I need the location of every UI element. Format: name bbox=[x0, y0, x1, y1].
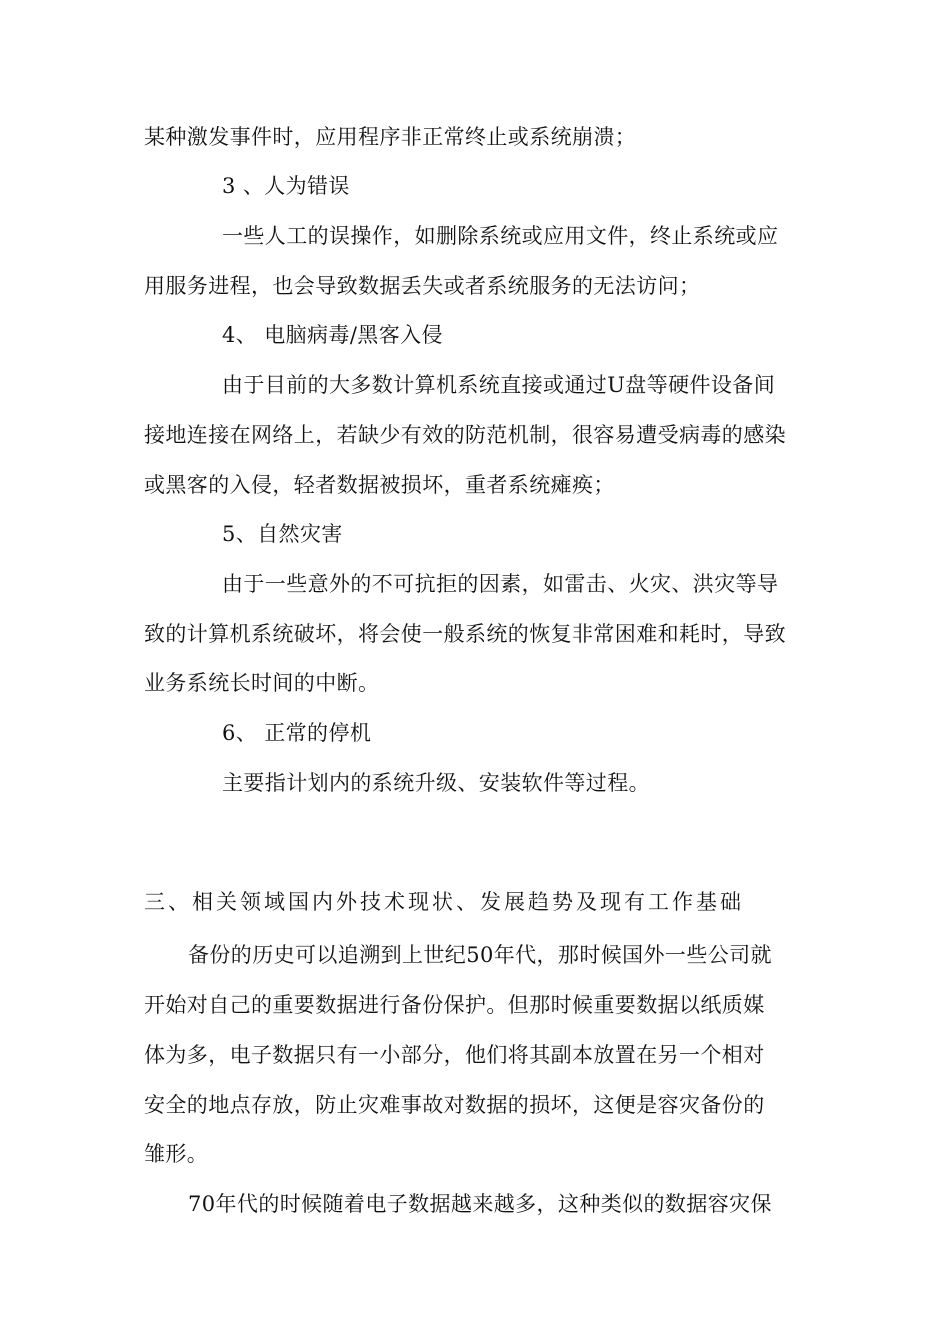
list-heading: 4、 电脑病毒/黑客入侵 bbox=[222, 323, 443, 347]
text-line: 备份的历史可以追溯到上世纪50年代，那时候国外一些公司就 bbox=[188, 943, 772, 967]
text-line: 致的计算机系统破坏，将会使一般系统的恢复非常困难和耗时，导致 bbox=[144, 622, 786, 646]
text-line: 某种激发事件时，应用程序非正常终止或系统崩溃； bbox=[144, 125, 637, 149]
text-line: 安全的地点存放，防止灾难事故对数据的损坏，这便是容灾备份的 bbox=[144, 1093, 765, 1117]
text-line: 主要指计划内的系统升级、安装软件等过程。 bbox=[222, 771, 650, 795]
text-line: 70年代的时候随着电子数据越来越多，这种类似的数据容灾保 bbox=[188, 1192, 772, 1216]
list-heading: 3 、人为错误 bbox=[222, 174, 350, 198]
list-heading: 6、 正常的停机 bbox=[222, 721, 372, 745]
text-line: 由于一些意外的不可抗拒的因素，如雷击、火灾、洪灾等导 bbox=[222, 572, 779, 596]
text-line: 或黑客的入侵，轻者数据被损坏，重者系统瘫痪； bbox=[144, 473, 615, 497]
text-line: 雏形。 bbox=[144, 1142, 209, 1166]
list-heading: 5、自然灾害 bbox=[222, 522, 343, 546]
text-line: 接地连接在网络上，若缺少有效的防范机制，很容易遭受病毒的感染 bbox=[144, 423, 786, 447]
text-line: 开始对自己的重要数据进行备份保护。但那时候重要数据以纸质媒 bbox=[144, 993, 765, 1017]
section-heading: 三、相关领域国内外技术现状、发展趋势及现有工作基础 bbox=[144, 890, 744, 914]
text-line: 体为多，电子数据只有一小部分，他们将其副本放置在另一个相对 bbox=[144, 1043, 765, 1067]
text-line: 用服务进程，也会导致数据丢失或者系统服务的无法访问； bbox=[144, 274, 701, 298]
text-line: 业务系统长时间的中断。 bbox=[144, 671, 380, 695]
text-line: 由于目前的大多数计算机系统直接或通过U盘等硬件设备间 bbox=[222, 373, 776, 397]
text-line: 一些人工的误操作，如删除系统或应用文件，终止系统或应 bbox=[222, 224, 779, 248]
